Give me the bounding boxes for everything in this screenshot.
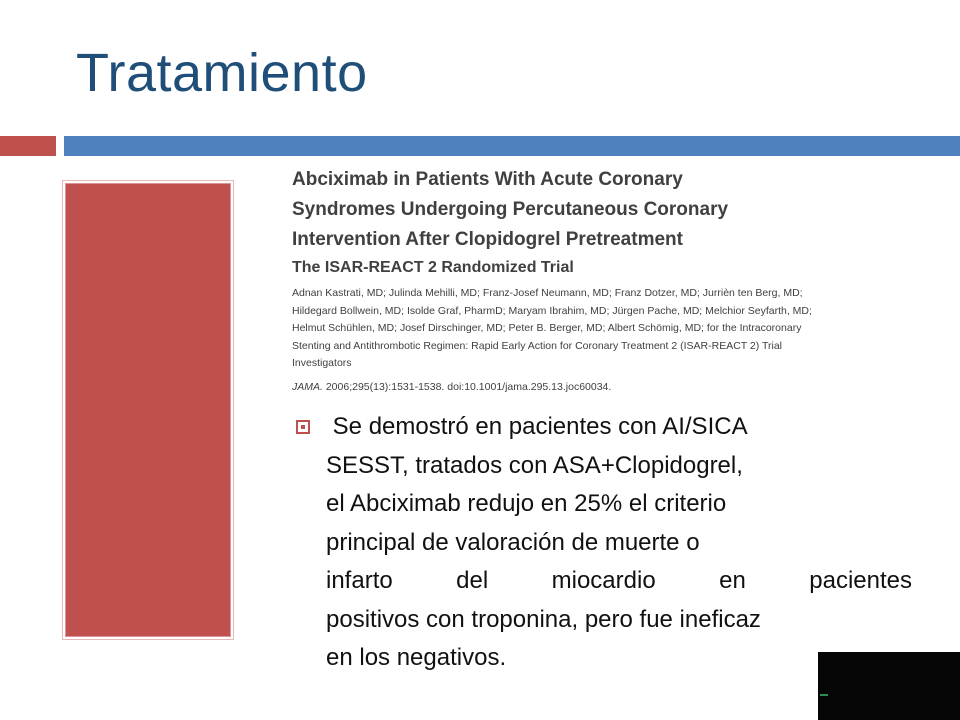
bullet-line: SESST, tratados con ASA+Clopidogrel, [326, 451, 743, 479]
decorative-side-panel [62, 180, 234, 640]
slide-title: Tratamiento [76, 43, 368, 103]
journal-reference [292, 379, 892, 396]
bullet-line: infarto del miocardio en pacientes [326, 567, 912, 594]
article-authors [292, 285, 892, 373]
bullet-line: Se demostró en pacientes con AI/SICA [326, 413, 748, 440]
video-thumbnail [818, 652, 960, 720]
article-subtitle: The ISAR-REACT 2 Randomized Trial [292, 259, 574, 276]
article-title-line: Intervention After Clopidogrel Pretreatment [292, 229, 683, 250]
accent-bar-red [0, 136, 56, 156]
article-title-line: Syndromes Undergoing Percutaneous Coronary [292, 199, 729, 220]
author-line: Helmut Schühlen, MD; Josef Dirschinger, MD; Peter B. Berger, MD; Albert Schömig, MD; for the Intracoronary [292, 322, 802, 334]
journal-name: JAMA. [292, 380, 323, 393]
accent-bar-blue [64, 136, 960, 156]
bullet-line: positivos con troponina, pero fue ineficaz [326, 605, 761, 633]
bullet-point [296, 408, 912, 678]
author-line: Adnan Kastrati, MD; Julinda Mehilli, MD; Franz-Josef Neumann, MD; Franz Dotzer, MD; Jurrièn ten Berg, MD; [292, 287, 803, 299]
bullet-line: el Abciximab redujo en 25% el criterio [326, 490, 727, 517]
article-title-line: Abciximab in Patients With Acute Coronary [292, 169, 683, 190]
journal-details: 2006;295(13):1531-1538. doi:10.1001/jama.295.13.joc60034. [322, 380, 612, 393]
article-citation-image [292, 165, 892, 396]
author-line: Hildegard Bollwein, MD; Isolde Graf, PharmD; Maryam Ibrahim, MD; Jürgen Pache, MD; Melchior Seyfarth, MD; [292, 304, 812, 317]
author-line: Stenting and Antithrombotic Regimen: Rapid Early Action for Coronary Treatment 2 (ISAR-REACT 2) Trial [292, 339, 783, 352]
author-line: Investigators [292, 357, 352, 369]
bullet-line: en los negativos. [326, 644, 507, 671]
thumbnail-mark [820, 694, 828, 696]
bullet-line: principal de valoración de muerte o [326, 528, 700, 556]
bullet-text [326, 408, 912, 678]
square-bullet-icon [296, 420, 310, 434]
